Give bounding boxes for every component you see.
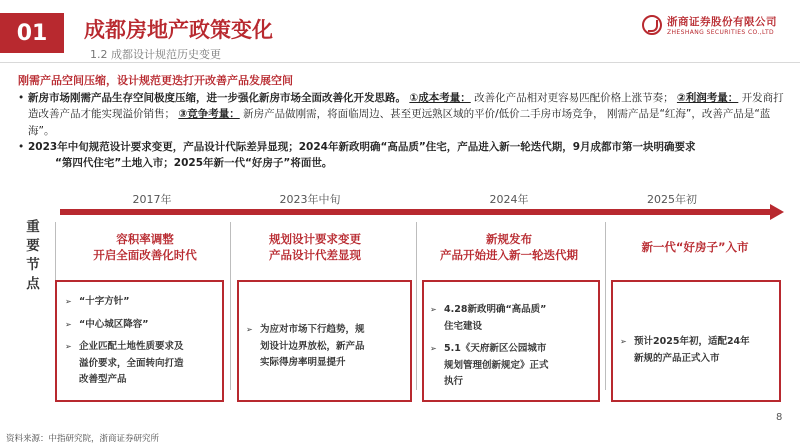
lead-heading: 刚需产品空间压缩，设计规范更迭打开改善产品发展空间 xyxy=(18,74,293,87)
bullet-text: 开发商打造改善产品才能实现溢价销售； xyxy=(28,92,784,121)
card-item: ➢ 5.1《天府新区公园城市 xyxy=(430,341,596,358)
node-heading xyxy=(230,231,400,263)
node-heading-line: 产品设计代差显现 xyxy=(269,248,361,262)
card-item: 划设计边界放松，新产品 xyxy=(260,340,365,352)
card-item: 住宅建设 xyxy=(444,320,483,332)
arrow-head-icon xyxy=(770,204,784,220)
header-divider xyxy=(0,62,800,63)
node-heading-line: 产品开始进入新一轮迭代期 xyxy=(440,248,578,262)
arrow-marker-icon: ➢ xyxy=(65,297,72,306)
key-nodes-char: 点 xyxy=(26,276,40,292)
bullet-dot: • xyxy=(18,92,25,104)
node-heading-line: 新规发布 xyxy=(486,232,532,246)
bullet-text: “第四代住宅”土地入市；2025年新一代“好房子”将面世。 xyxy=(55,157,333,170)
source-note: 资料来源：中指研究院，浙商证券研究所 xyxy=(6,434,160,444)
node-heading xyxy=(414,231,604,263)
bullet-text: 新房市场刚需产品生存空间极度压缩，进一步强化新房市场全面改善化开发思路。 xyxy=(28,92,406,104)
arrow-marker-icon: ➢ xyxy=(430,344,437,353)
node-heading-line: 开启全面改善化时代 xyxy=(93,248,197,262)
key-nodes-label xyxy=(24,218,42,294)
logo-cn-text: 浙商证券股份有限公司 xyxy=(667,16,777,28)
bullet-keyword: ②利润考量： xyxy=(676,92,739,104)
page-number: 8 xyxy=(776,412,783,423)
timeline-year: 2017年 xyxy=(132,193,172,206)
card-list xyxy=(620,334,778,367)
arrow-marker-icon: ➢ xyxy=(430,305,437,314)
divider-line xyxy=(605,222,606,390)
node-heading-line: 新一代“好房子”入市 xyxy=(641,240,749,254)
arrow-marker-icon: ➢ xyxy=(65,342,72,351)
company-logo xyxy=(642,14,777,36)
arrow-marker-icon: ➢ xyxy=(65,319,72,329)
timeline-year: 2024年 xyxy=(489,193,529,206)
card-list xyxy=(430,302,596,391)
card-item: 规划管理创新规定》正式 xyxy=(444,359,549,371)
node-heading-line: 容积率调整 xyxy=(116,232,174,246)
section-number: 01 xyxy=(0,13,64,53)
card-item: 新规的产品正式入市 xyxy=(634,352,720,364)
card-item: ➢ 企业匹配土地性质要求及 xyxy=(65,339,220,356)
node-heading xyxy=(610,239,780,255)
card-item: ➢ “十字方针” xyxy=(65,294,220,311)
bullet-text: 2023年中旬规范设计要求变更，产品设计代际差异显现；2024年新政明确“高品质”住宅，产品进入新一轮迭代期，9月成都市第一块明确要求 xyxy=(28,140,696,153)
timeline-arrow xyxy=(60,209,772,215)
divider-line xyxy=(230,222,231,390)
bullet-text: 刚需产品是“红海”，改善产品是“蓝海”。 xyxy=(28,108,771,137)
key-nodes-char: 重 xyxy=(26,219,40,235)
card-item: 改善型产品 xyxy=(79,374,127,385)
bullet-item xyxy=(18,139,790,172)
card-list xyxy=(65,294,220,389)
timeline-year: 2025年初 xyxy=(647,193,697,206)
node-heading xyxy=(60,231,230,263)
bullet-text: 改善化产品相对更容易匹配价格上涨节奏； xyxy=(474,92,674,104)
arrow-marker-icon: ➢ xyxy=(246,325,253,334)
key-nodes-char: 节 xyxy=(26,257,40,273)
bullet-list xyxy=(18,90,790,171)
bullet-text: 新房产品做刚需，将面临周边、甚至更远熟区域的平价/低价二手房市场竞争， xyxy=(243,108,604,121)
bullet-keyword: ③竞争考量： xyxy=(178,108,240,121)
card-item: ➢ “中心城区降容” xyxy=(65,317,220,334)
timeline-year: 2023年中旬 xyxy=(279,193,341,206)
key-nodes-char: 要 xyxy=(26,238,40,254)
node-heading-line: 规划设计要求变更 xyxy=(269,232,361,246)
bullet-keyword: ①成本考量： xyxy=(409,92,471,104)
divider-line xyxy=(416,222,417,390)
bullet-dot: • xyxy=(18,140,25,153)
card-item: ➢ 为应对市场下行趋势，规 xyxy=(246,322,408,339)
arrow-marker-icon: ➢ xyxy=(620,337,627,346)
logo-icon xyxy=(642,15,662,35)
card-list xyxy=(246,322,408,372)
card-item: 执行 xyxy=(444,376,464,387)
logo-en-text: ZHESHANG SECURITIES CO.,LTD xyxy=(667,29,775,36)
card-item: ➢ 预计2025年初，适配24年 xyxy=(620,334,778,351)
page-subtitle: 1.2 成都设计规范历史变更 xyxy=(90,48,221,61)
card-item: ➢ 4.28新政明确“高品质” xyxy=(430,302,596,319)
bullet-item xyxy=(18,90,790,139)
page-title: 成都房地产政策变化 xyxy=(84,18,273,42)
card-item: 实际得房率明显提升 xyxy=(260,357,346,368)
card-item: 溢价要求，全面转向打造 xyxy=(79,357,184,369)
